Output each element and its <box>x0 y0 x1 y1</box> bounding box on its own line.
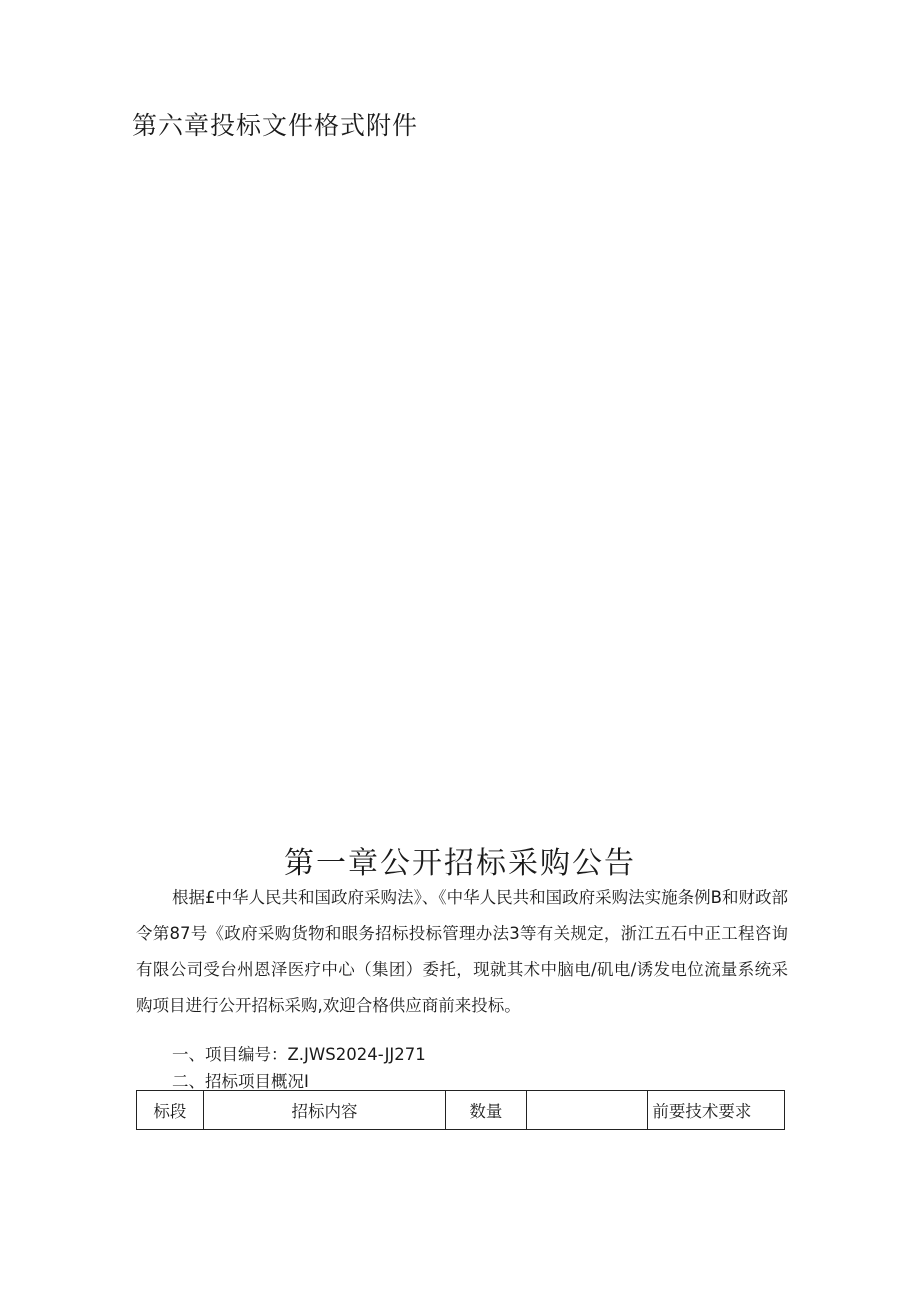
table-header-cell: 标段 <box>137 1091 204 1130</box>
tender-table <box>136 1090 785 1130</box>
project-number-line <box>172 1041 426 1065</box>
project-overview-label: 二、招标项目概况I <box>172 1072 309 1091</box>
page-heading: 第六章投标文件格式附件 <box>132 111 419 140</box>
project-number-value: Z.JWS2024-JJ271 <box>287 1045 426 1064</box>
project-number-label: 一、项目编号： <box>172 1045 288 1064</box>
table-header-cell: 数量 <box>446 1091 527 1130</box>
chapter-title: 第一章公开招标采购公告 <box>284 846 636 881</box>
table-header-row <box>137 1091 785 1130</box>
table-header-cell: 前要技术要求 <box>648 1091 785 1130</box>
table-header-cell <box>526 1091 648 1130</box>
intro-paragraph: 根据£中华人民共和国政府采购法》、《中华人民共和国政府采购法实施条例B和财政部令第87号《政府采购货物和眼务招标投标管理办法3等有关规定，浙江五石中正工程咨询有限公司受台州恩泽医疗中心（集团）委托，现就其术中脑电/矶电/诱发电位流量系统采购项目进行公开招标采购,欢迎合格供应商前来投标。 <box>136 888 788 1015</box>
table-header-cell: 招标内容 <box>203 1091 445 1130</box>
project-overview-heading <box>172 1068 309 1092</box>
